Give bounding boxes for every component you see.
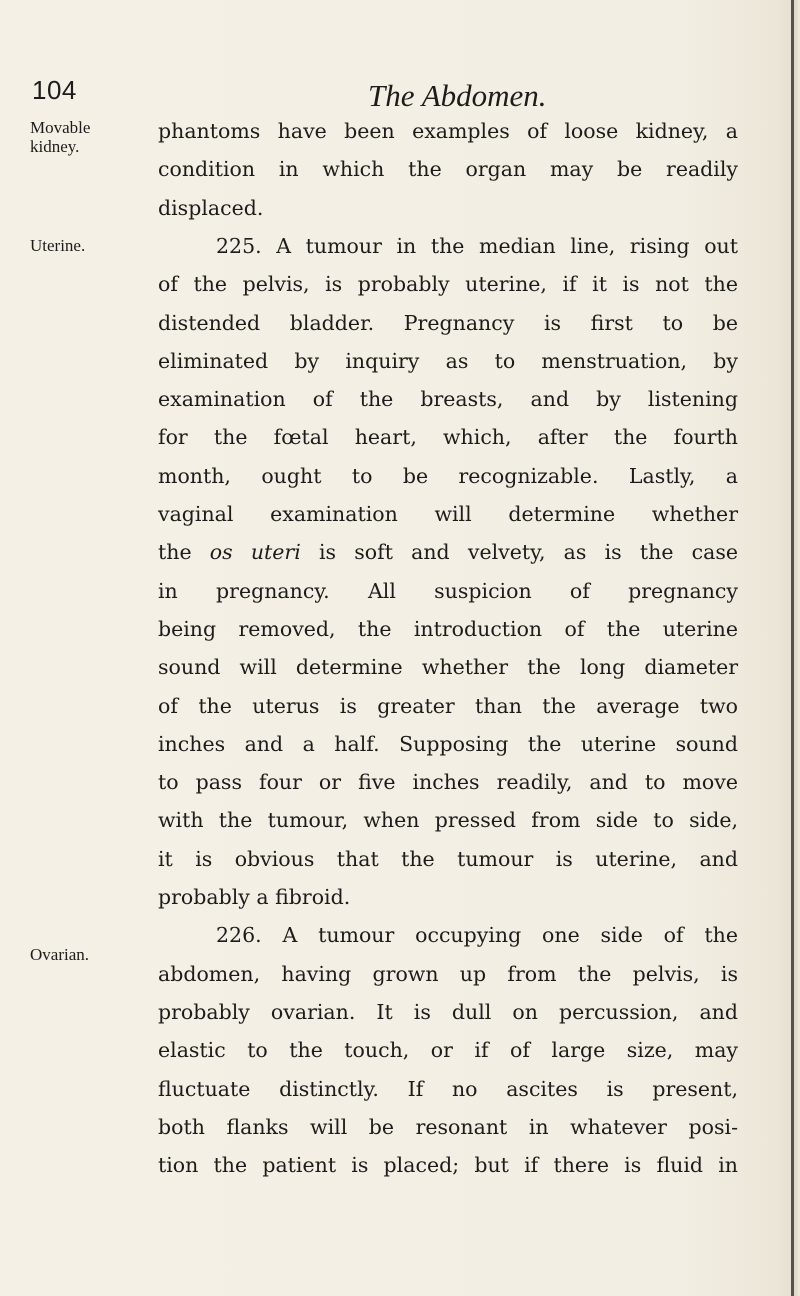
body-line: of the uterus is greater than the average two bbox=[158, 693, 738, 718]
body-line: condition in which the organ may be readily bbox=[158, 157, 738, 182]
body-line: vaginal examination will determine whether bbox=[158, 502, 738, 526]
body-line: probably a fibroid. bbox=[158, 885, 351, 909]
body-line: 225. A tumour in the median line, rising out bbox=[216, 233, 738, 258]
body-line: 226. A tumour occupying one side of the bbox=[216, 923, 738, 948]
margin-note-line: kidney. bbox=[30, 137, 80, 156]
page-edge-shadow bbox=[794, 0, 800, 1296]
body-line: fluctuate distinctly. If no ascites is present, bbox=[158, 1076, 738, 1101]
running-head: The Abdomen. bbox=[368, 78, 547, 113]
body-line: month, ought to be recognizable. Lastly, a bbox=[158, 463, 738, 488]
body-line: both flanks will be resonant in whatever posi- bbox=[158, 1114, 738, 1139]
body-line: being removed, the introduction of the uterine bbox=[158, 616, 738, 641]
body-line: examination of the breasts, and by listening bbox=[158, 387, 738, 412]
body-line: distended bladder. Pregnancy is first to be bbox=[158, 310, 738, 335]
body-line: with the tumour, when pressed from side to side, bbox=[158, 808, 738, 833]
body-line: inches and a half. Supposing the uterine sound bbox=[158, 731, 738, 756]
margin-note-ovarian bbox=[30, 945, 122, 964]
body-line: sound will determine whether the long diameter bbox=[158, 655, 738, 680]
margin-note-line: Uterine. bbox=[30, 236, 86, 255]
body-line: the os uteri is soft and velvety, as is the case bbox=[158, 540, 739, 565]
body-line: elastic to the touch, or if of large size, may bbox=[158, 1038, 738, 1063]
margin-note-movable-kidney bbox=[30, 118, 122, 156]
margin-note-line: Ovarian. bbox=[30, 945, 90, 964]
body-line: it is obvious that the tumour is uterine, and bbox=[158, 846, 738, 871]
body-line: of the pelvis, is probably uterine, if it is not the bbox=[158, 272, 738, 297]
italic-term: os uteri bbox=[209, 540, 301, 565]
body-line: phantoms have been examples of loose kidney, a bbox=[158, 119, 738, 143]
margin-note-uterine bbox=[30, 236, 122, 255]
page-number: 104 bbox=[32, 75, 77, 105]
body-line: eliminated by inquiry as to menstruation, by bbox=[158, 348, 738, 373]
body-line: tion the patient is placed; but if there is fluid in bbox=[158, 1153, 738, 1178]
body-line: displaced. bbox=[158, 195, 264, 220]
body-line: probably ovarian. It is dull on percussion, and bbox=[158, 999, 738, 1024]
body-line: in pregnancy. All suspicion of pregnancy bbox=[158, 578, 738, 603]
page-edge-line bbox=[791, 0, 794, 1296]
body-line: to pass four or five inches readily, and to move bbox=[158, 770, 738, 795]
body-line: for the fœtal heart, which, after the fourth bbox=[158, 425, 738, 450]
margin-note-line: Movable bbox=[30, 118, 91, 137]
body-line: abdomen, having grown up from the pelvis, is bbox=[158, 961, 738, 986]
